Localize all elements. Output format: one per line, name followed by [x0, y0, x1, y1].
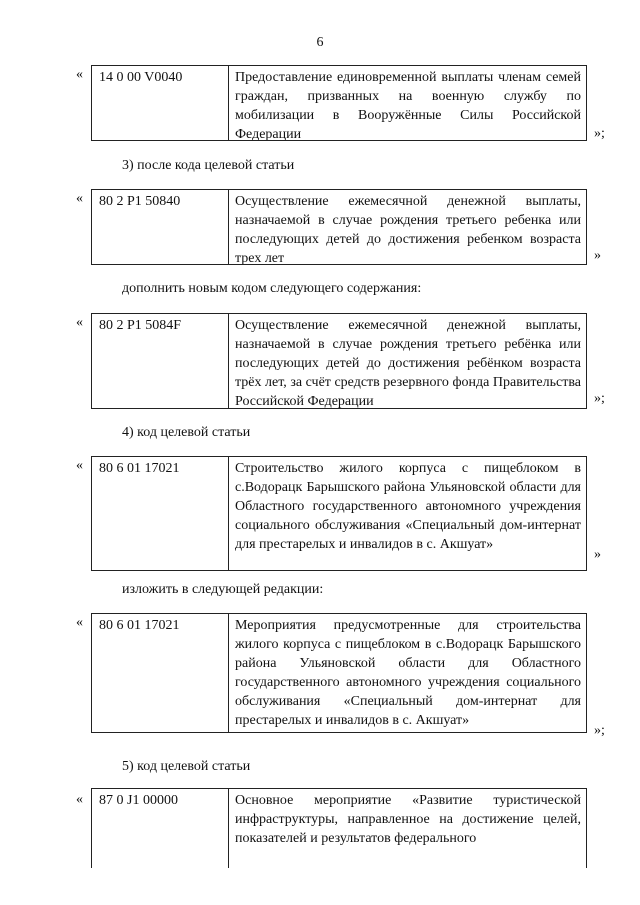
- closing-quote: »;: [594, 126, 605, 141]
- closing-quote: »: [594, 248, 601, 263]
- target-article-code: 80 6 01 17021: [92, 457, 229, 570]
- closing-quote: »: [594, 547, 601, 562]
- budget-code-table-row: [91, 456, 587, 571]
- opening-quote: «: [76, 191, 83, 206]
- page-number: 6: [316, 35, 324, 50]
- target-article-code: 14 0 00 V0040: [92, 66, 229, 140]
- paragraph-edit: изложить в следующей редакции:: [122, 582, 324, 597]
- opening-quote: «: [76, 615, 83, 630]
- target-article-description: Мероприятия предусмотренные для строительства жилого корпуса с пищеблоком в с.Водорацк Барышского района Ульяновской области для Областного государственного автономного учреждения социального обслуживания «Специальный дом-интернат для престарелых и инвалидов в с. Акшуат»: [235, 618, 581, 728]
- target-article-description: Предоставление единовременной выплаты членам семей граждан, призванных на военную службу по мобилизации в Вооружённые Силы Российской Федерации: [235, 70, 581, 141]
- budget-code-table-row: [91, 189, 587, 265]
- target-article-description: Осуществление ежемесячной денежной выплаты, назначаемой в случае рождения третьего ребёнка или последующих детей до достижения ребёнком возраста трёх лет, за счёт средств резервного фонда Правительства Российской Федерации: [235, 318, 581, 409]
- closing-quote: »;: [594, 391, 605, 406]
- paragraph-add-new-code: дополнить новым кодом следующего содержания:: [122, 281, 422, 296]
- budget-code-table-row: [91, 313, 587, 409]
- budget-code-table-row: [91, 788, 587, 868]
- paragraph-item-4: 4) код целевой статьи: [122, 425, 251, 440]
- budget-code-table-row: [91, 65, 587, 141]
- target-article-description: Строительство жилого корпуса с пищеблоком в с.Водорацк Барышского района Ульяновской области для Областного государственного автономного учреждения социального обслуживания «Специальный дом-интернат для престарелых и инвалидов в с. Акшуат»: [235, 461, 581, 552]
- opening-quote: «: [76, 67, 83, 82]
- paragraph-item-5: 5) код целевой статьи: [122, 759, 251, 774]
- target-article-description: Осуществление ежемесячной денежной выплаты, назначаемой в случае рождения третьего ребенка или последующих детей до достижения ребенком возраста трех лет: [235, 194, 581, 265]
- paragraph-item-3: 3) после кода целевой статьи: [122, 158, 295, 173]
- target-article-code: 80 2 P1 5084F: [92, 314, 229, 408]
- opening-quote: «: [76, 458, 83, 473]
- target-article-code: 80 2 P1 50840: [92, 190, 229, 264]
- target-article-code: 80 6 01 17021: [92, 614, 229, 732]
- closing-quote: »;: [594, 723, 605, 738]
- opening-quote: «: [76, 792, 83, 807]
- target-article-code: 87 0 J1 00000: [92, 789, 229, 868]
- opening-quote: «: [76, 315, 83, 330]
- target-article-description: Основное мероприятие «Развитие туристической инфраструктуры, направленное на достижение целей, показателей и результатов федерального: [235, 793, 581, 846]
- budget-code-table-row: [91, 613, 587, 733]
